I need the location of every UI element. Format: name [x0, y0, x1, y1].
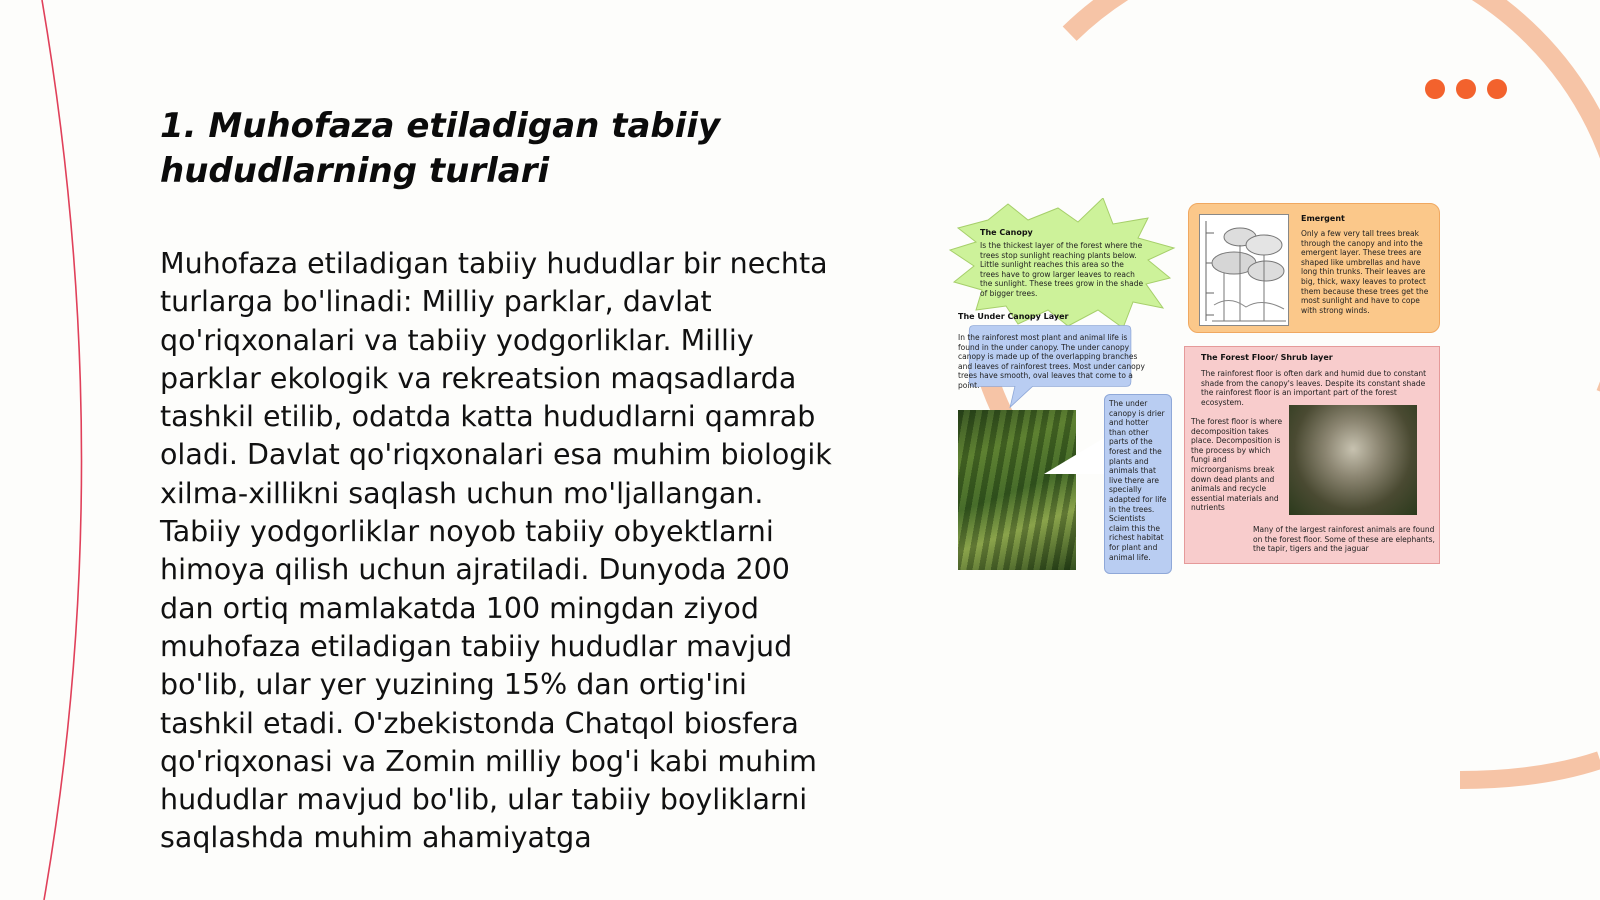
canopy-heading: The Canopy [980, 228, 1033, 237]
under-canopy-text: In the rainforest most plant and animal life is found in the under canopy. The under canopy canopy is made up of the overlapping branches and leaves of rainforest trees. Most under canopy trees have smooth, oval leaves that come to a point. [958, 333, 1145, 390]
forest-floor-heading: The Forest Floor/ Shrub layer [1201, 353, 1333, 362]
forest-floor-intro: The rainforest floor is often dark and humid due to constant shade from the canopy's leaves. Despite its constant shade the rainforest floor is an important part of the forest ecosystem. [1201, 369, 1427, 407]
forest-floor-decomposition: The forest floor is where decomposition takes place. Decomposition is the process by which fungi and microorganisms break down dead plants and animals and recycle essential materials and nutrients [1191, 417, 1283, 513]
more-dots-icon [1425, 79, 1507, 99]
under-canopy-heading: The Under Canopy Layer [958, 312, 1069, 321]
slide-title: 1. Muhofaza etiladigan tabiiy hududlarning turlari [160, 106, 721, 191]
left-edge-curve [42, 0, 82, 900]
rainforest-photo [958, 410, 1076, 570]
rainforest-layers-infographic [948, 198, 1448, 576]
canopy-text: Is the thickest layer of the forest where the trees stop sunlight reaching plants below. Little sunlight reaches this area so the trees have to grow larger leaves to reach the sunlight. These trees grow in the shade of bigger trees. [980, 241, 1144, 298]
forest-floor-animals: Many of the largest rainforest animals are found on the forest floor. Some of these are elephants, the tapir, tigers and the jaguar [1253, 525, 1435, 554]
emergent-heading: Emergent [1301, 214, 1345, 223]
emergent-section [1188, 203, 1440, 333]
dot [1487, 79, 1507, 99]
tree-sketch-drawing [1200, 215, 1289, 326]
dot [1425, 79, 1445, 99]
tree-layers-sketch [1199, 214, 1289, 326]
emergent-text: Only a few very tall trees break through the canopy and into the emergent layer. These trees are shaped like umbrellas and have long thin trunks. Their leaves are big, thick, waxy leaves to protect them because these trees get the most sunlight and have to cope with strong winds. [1301, 229, 1429, 315]
ring-arc-right [1460, 760, 1600, 780]
tree-trunk-photo [1289, 405, 1417, 515]
under-canopy-side-box [1104, 394, 1172, 574]
forest-floor-section [1184, 346, 1440, 564]
under-canopy-side-text: The under canopy is drier and hotter than other parts of the forest and the plants and animals that live there are specially adapted for life in the trees. Scientists claim this the richest habitat for plant and animal life. [1109, 399, 1167, 562]
slide-body-text: Muhofaza etiladigan tabiiy hududlar bir nechta turlarga bo'linadi: Milliy parklar, davlat qo'riqxonalari va tabiiy yodgorliklar. Milliy parklar ekologik va rekreatsion maqsadlarda tashkil etilib, odatda katta hududlarni qamrab oladi. Davlat qo'riqxonalari esa muhim biologik xilma-xillikni saqlash uchun mo'ljallangan. Tabiiy yodgorliklar noyob tabiiy obyektlarni himoya qilish uchun ajratiladi. Dunyoda 200 dan ortiq mamlakatda 100 mingdan ziyod muhofaza etiladigan tabiiy hududlar mavjud bo'lib, ular yer yuzining 15% dan ortig'ini tashkil etadi. O'zbekistonda Chatqol biosfera qo'riqxonasi va Zomin milliy bog'i kabi muhim hududlar mavjud bo'lib, ular tabiiy boyliklarni saqlashda muhim ahamiyatga [160, 247, 832, 855]
canopy-section [980, 228, 1145, 299]
dot [1456, 79, 1476, 99]
emergent-text-block [1301, 214, 1433, 315]
